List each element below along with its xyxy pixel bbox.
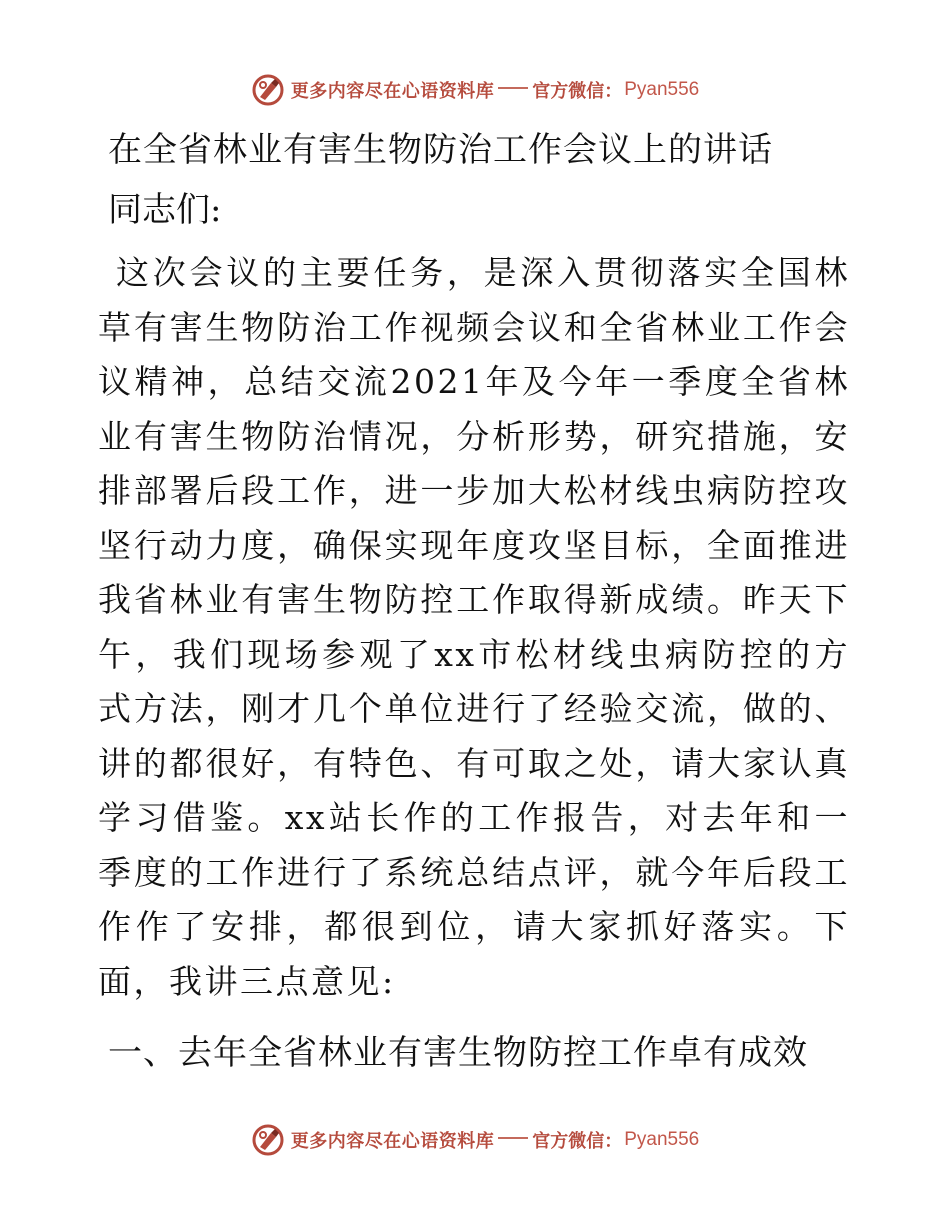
watermark-suffix: 官方微信： [532,81,623,102]
watermark-separator [498,87,528,89]
watermark-id: Pyan556 [624,79,700,100]
watermark-separator [498,1137,528,1139]
document-title: 在全省林业有害生物防治工作会议上的讲话 [108,130,773,170]
watermark-text: 更多内容尽在心语资料库 [290,81,495,102]
watermark-text: 更多内容尽在心语资料库 [290,1131,495,1152]
watermark-id: Pyan556 [624,1129,700,1150]
section-heading-1: 一、去年全省林业有害生物防控工作卓有成效 [108,1033,808,1073]
document-content [98,120,850,1083]
watermark-suffix: 官方微信： [532,1131,623,1152]
body-paragraph: 这次会议的主要任务，是深入贯彻落实全国林草有害生物防治工作视频会议和全省林业工作会议精神，总结交流2021年及今年一季度全省林业有害生物防治情况，分析形势，研究措施，安排部署后段工作，进一步加大松材线虫病防控攻坚行动力度，确保实现年度攻坚目标，全面推进我省林业有害生物防控工作取得新成绩。昨天下午，我们现场参观了xx市松材线虫病防控的方式方法，刚才几个单位进行了经验交流，做的、讲的都很好，有特色、有可取之处，请大家认真学习借鉴。xx站长作的工作报告，对去年和一季度的工作进行了系统总结点评，就今年后段工作作了安排，都很到位，请大家抓好落实。下面，我讲三点意见: [98,253,850,1001]
logo-icon [251,1123,285,1157]
watermark-top [0,70,950,110]
logo-icon [251,73,285,107]
watermark-bottom [0,1120,950,1160]
greeting: 同志们: [108,190,222,230]
